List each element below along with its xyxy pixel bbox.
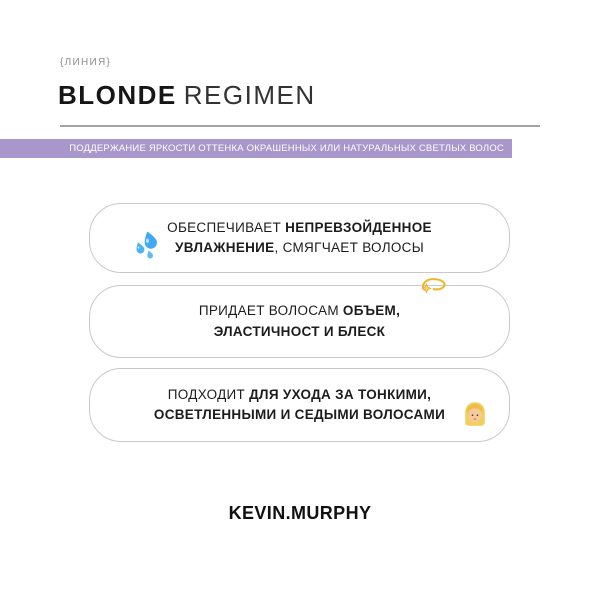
benefit-text-regular: ПОДХОДИТ: [167, 386, 250, 402]
horizontal-divider: [60, 125, 540, 127]
benefit-text-regular: , СМЯГЧАЕТ ВОЛОСЫ: [274, 240, 424, 255]
blonde-woman-emoji: [462, 401, 488, 427]
benefit-text-bold: ОСВЕТЛЕННЫМИ И СЕДЫМИ ВОЛОСАМИ: [153, 407, 446, 422]
benefit-text-bold: ЭЛАСТИЧНОСТ И БЛЕСК: [213, 323, 386, 339]
benefit-card-line: [175, 238, 424, 258]
benefit-card-line: [199, 301, 400, 321]
page-title: [58, 80, 316, 111]
benefit-card-line: [154, 405, 445, 425]
benefit-text-regular: ПРИДАЕТ ВОЛОСАМ: [198, 303, 343, 319]
brand-logo-text: KEVIN.MURPHY: [228, 503, 372, 523]
benefit-text-bold: НЕПРЕВЗОЙДЕННОЕ: [285, 219, 432, 235]
dizzy-star-emoji: [419, 273, 447, 301]
benefit-text-bold: ОБЪЕМ,: [342, 303, 401, 319]
benefit-text-bold: УВЛАЖНЕНИЕ: [175, 240, 275, 255]
benefit-card-suitability: [89, 368, 510, 442]
benefit-card-line: [168, 385, 431, 405]
page-title-secondary: REGIMEN: [183, 80, 316, 110]
eyebrow-label: {ЛИНИЯ}: [60, 57, 112, 68]
subtitle-banner: [0, 139, 512, 158]
benefit-text-bold: ДЛЯ УХОДА ЗА ТОНКИМИ,: [249, 386, 432, 402]
page-title-primary: BLONDE: [58, 80, 177, 110]
benefit-card-line: [214, 322, 385, 342]
benefit-card-line: [167, 218, 432, 238]
sweat-droplets-emoji: [133, 231, 163, 261]
benefit-text-regular: ОБЕСПЕЧИВАЕТ: [167, 219, 286, 235]
subtitle-banner-text: ПОДДЕРЖАНИЕ ЯРКОСТИ ОТТЕНКА ОКРАШЕННЫХ ИЛИ НАТУРАЛЬНЫХ СВЕТЛЫХ ВОЛОС: [69, 143, 504, 154]
